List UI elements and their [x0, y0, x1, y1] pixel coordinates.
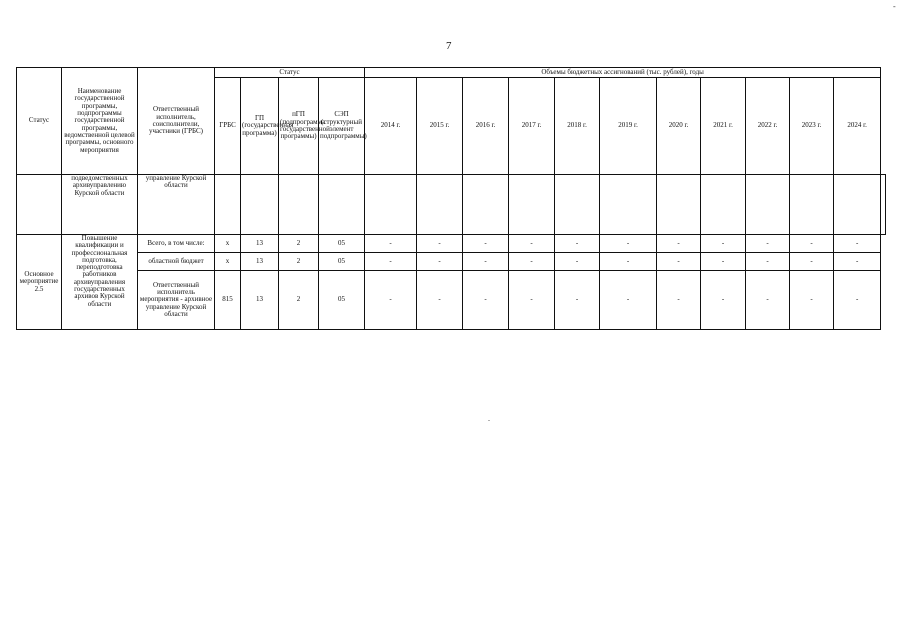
row-value: - [657, 271, 701, 330]
cell-empty [417, 175, 463, 235]
header-year: 2019 г. [600, 78, 657, 175]
row-pgp: 2 [279, 235, 319, 253]
row-value: - [834, 235, 881, 253]
cell-empty [463, 175, 509, 235]
header-volumes-group: Объемы бюджетных ассигнований (тыс. рублей), годы [365, 68, 881, 78]
row-value: - [701, 271, 746, 330]
header-executor: Ответственный исполнитель, соисполнители, участники (ГРБС) [138, 68, 215, 175]
row-value: - [417, 271, 463, 330]
cell-empty [600, 175, 657, 235]
cell-empty [509, 175, 555, 235]
cell-empty [279, 175, 319, 235]
row-executor: Ответственный исполнитель мероприятия - архивное управление Курской области [138, 271, 215, 330]
page-number: 7 [446, 40, 452, 52]
row-value: - [463, 271, 509, 330]
header-row-1 [17, 68, 886, 78]
row-gp: 13 [241, 235, 279, 253]
header-year: 2024 г. [834, 78, 881, 175]
row-sep: 05 [319, 271, 365, 330]
table-row [17, 235, 886, 253]
header-gp: ГП (государственная программа) [241, 78, 279, 175]
row-value: - [600, 271, 657, 330]
row-value: - [790, 253, 834, 271]
row-executor: областной бюджет [138, 253, 215, 271]
row-value: - [417, 253, 463, 271]
cell-empty [834, 175, 881, 235]
cell-empty [241, 175, 279, 235]
row-value: - [657, 235, 701, 253]
row-value: - [790, 235, 834, 253]
row-value: - [509, 271, 555, 330]
cell-empty [657, 175, 701, 235]
cell-empty [365, 175, 417, 235]
row-value: - [509, 253, 555, 271]
row-value: - [463, 253, 509, 271]
row-value: - [657, 253, 701, 271]
row-value: - [600, 235, 657, 253]
row-value: - [701, 253, 746, 271]
stray-mark-dash: - [893, 2, 896, 11]
header-grbs: ГРБС [215, 78, 241, 175]
cell-empty [701, 175, 746, 235]
header-sep: СЭП (структурный элемент подпрограммы) [319, 78, 365, 175]
row-value: - [555, 235, 600, 253]
header-year: 2014 г. [365, 78, 417, 175]
header-year: 2018 г. [555, 78, 600, 175]
row-sep: 05 [319, 253, 365, 271]
row-value: - [701, 235, 746, 253]
row-gp: 13 [241, 271, 279, 330]
row-value: - [365, 271, 417, 330]
measure-status: Основное мероприятие 2.5 [17, 235, 62, 330]
row-value: - [417, 235, 463, 253]
row-value: - [746, 271, 790, 330]
stray-mark-dot: . [488, 414, 490, 423]
cell-empty [881, 175, 886, 235]
cell-empty [790, 175, 834, 235]
header-status: Статус [17, 68, 62, 175]
header-year: 2015 г. [417, 78, 463, 175]
header-name: Наименование государственной программы, подпрограммы государственной программы, ведомственной целевой программы, основного мероприятия [62, 68, 138, 175]
continuation-row [17, 175, 886, 235]
cell-empty [215, 175, 241, 235]
measure-name: Повышение квалификации и профессиональная подготовка, переподготовка работников архивуправления государственных архивов Курской области [62, 235, 138, 330]
row-value: - [746, 235, 790, 253]
row-pgp: 2 [279, 271, 319, 330]
header-year: 2017 г. [509, 78, 555, 175]
row-value: - [600, 253, 657, 271]
row-grbs: х [215, 235, 241, 253]
row-value: - [834, 271, 881, 330]
header-year: 2021 г. [701, 78, 746, 175]
budget-table [16, 67, 886, 330]
header-pgp: пГП (подпрограмма государственной программы) [279, 78, 319, 175]
continuation-name: подведомственных архивуправлению Курской области [62, 175, 138, 235]
row-value: - [555, 253, 600, 271]
cell-empty [555, 175, 600, 235]
cell-empty [319, 175, 365, 235]
row-value: - [555, 271, 600, 330]
cell-empty [746, 175, 790, 235]
row-gp: 13 [241, 253, 279, 271]
header-year: 2020 г. [657, 78, 701, 175]
row-value: - [746, 253, 790, 271]
row-executor: Всего, в том числе: [138, 235, 215, 253]
table-row [17, 253, 886, 271]
row-value: - [834, 253, 881, 271]
header-year: 2023 г. [790, 78, 834, 175]
row-value: - [365, 235, 417, 253]
row-grbs: х [215, 253, 241, 271]
table-row [17, 271, 886, 330]
row-value: - [365, 253, 417, 271]
header-status-group: Статус [215, 68, 365, 78]
header-year: 2016 г. [463, 78, 509, 175]
row-value: - [509, 235, 555, 253]
row-grbs: 815 [215, 271, 241, 330]
row-value: - [463, 235, 509, 253]
cell-empty [17, 175, 62, 235]
row-value: - [790, 271, 834, 330]
header-year: 2022 г. [746, 78, 790, 175]
row-sep: 05 [319, 235, 365, 253]
continuation-executor: управление Курской области [138, 175, 215, 235]
row-pgp: 2 [279, 253, 319, 271]
